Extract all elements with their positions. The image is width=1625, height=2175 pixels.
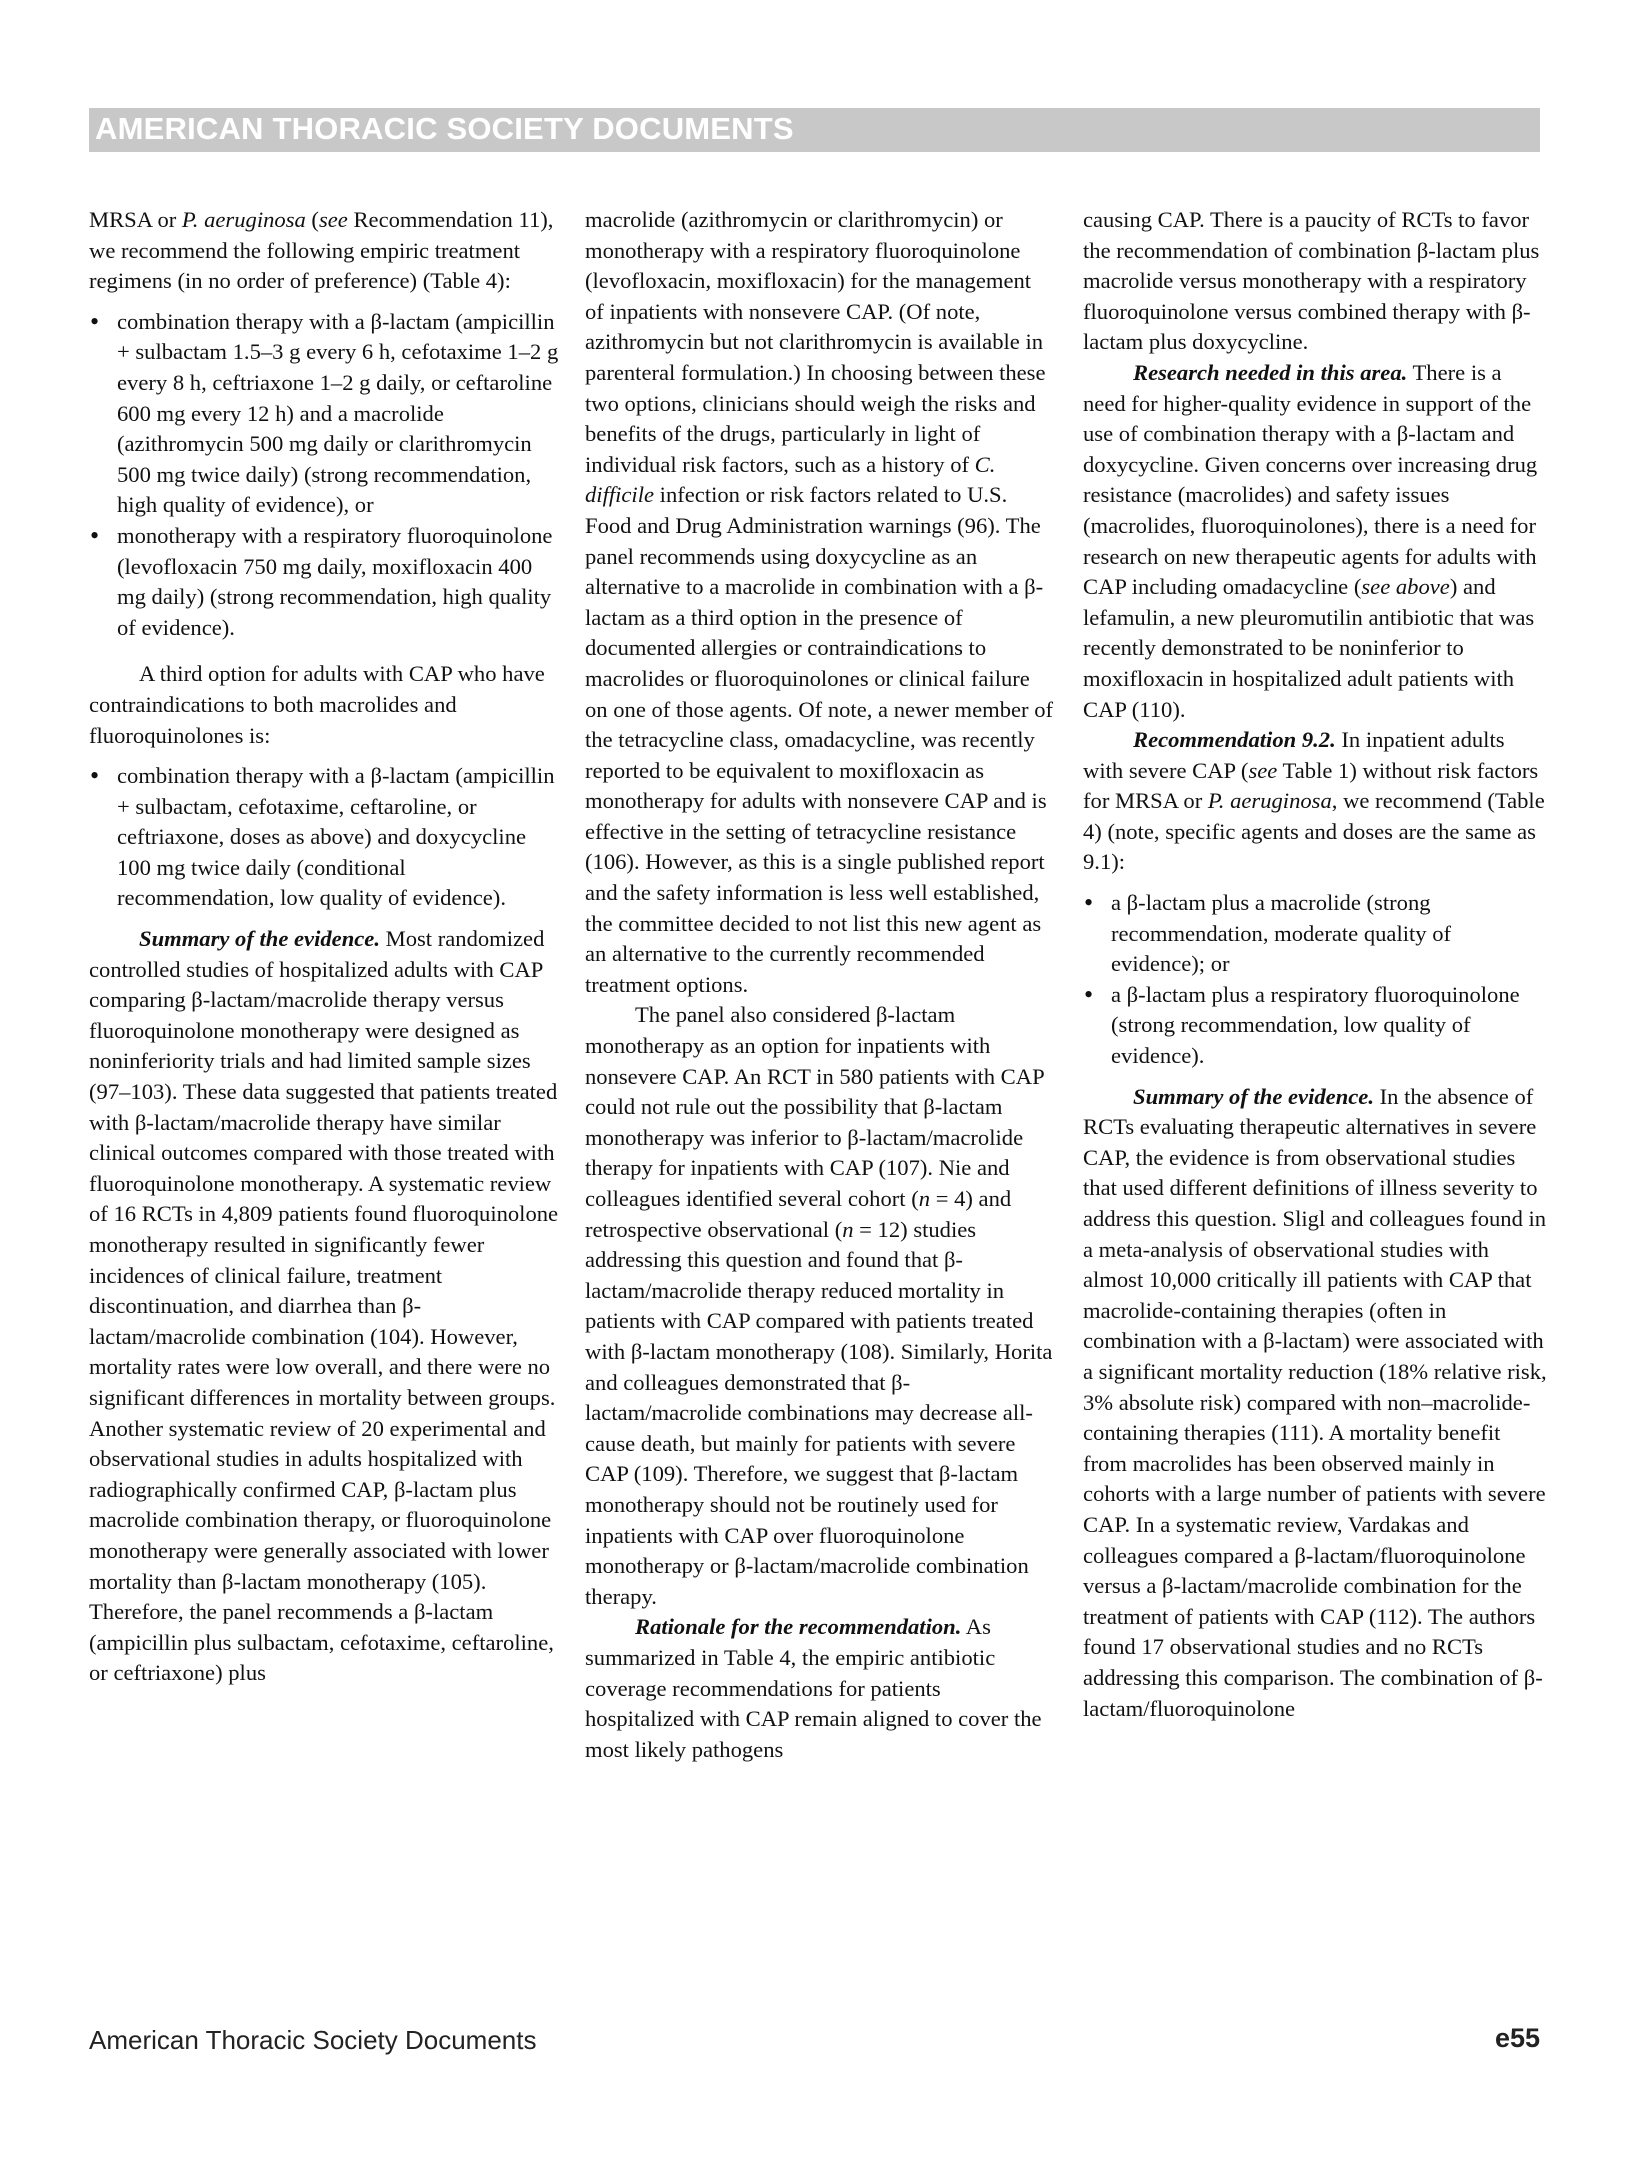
paragraph: MRSA or P. aeruginosa (see Recommendation 11), we recommend the following empiric treatment regimens (in no order of preference) (Table 4): xyxy=(89,207,554,294)
paragraph: The panel also considered β-lactam monotherapy as an option for inpatients with nonsevere CAP. An RCT in 580 patients with CAP could not rule out the possibility that β-lactam monotherapy was inferior to β-lactam/macrolide therapy for inpatients with CAP (107). Nie and colleagues identified several cohort (n = 4) and retrospective observational (n = 12) studies addressing this question and found that β-lactam/macrolide therapy reduced mortality in patients with CAP compared with patients treated with β-lactam monotherapy (108). Similarly, Horita and colleagues demonstrated that β-lactam/macrolide combinations may decrease all-cause death, but mainly for patients with severe CAP (109). Therefore, we suggest that β-lactam monotherapy should not be routinely used for inpatients with CAP over fluoroquinolone monotherapy or β-lactam/macrolide combination therapy. xyxy=(585,1002,1053,1609)
bullet-list xyxy=(89,307,559,644)
list-item: • combination therapy with a β-lactam (ampicillin + sulbactam 1.5–3 g every 6 h, cefotaxime 1–2 g every 8 h, ceftriaxone 1–2 g daily, or ceftaroline 600 mg every 12 h) and a macrolide (azithromycin 500 mg daily or clarithromycin 500 mg twice daily) (strong recommendation, high quality of evidence), or xyxy=(89,307,559,521)
paragraph: A third option for adults with CAP who have contraindications to both macrolides and fluoroquinolones is: xyxy=(89,661,545,748)
paragraph: Research needed in this area. There is a need for higher-quality evidence in support of the use of combination therapy with a β-lactam and doxycycline. Given concerns over increasing drug resistance (macrolides) and safety issues (macrolides, fluoroquinolones), there is a need for research on new therapeutic agents for adults with CAP including omadacycline (see above) and lefamulin, a new pleuromutilin antibiotic that was recently demonstrated to be noninferior to moxifloxacin in hospitalized adult patients with CAP (110). xyxy=(1083,359,1538,722)
paragraph: Summary of the evidence. Most randomized controlled studies of hospitalized adults with CAP comparing β-lactam/macrolide therapy versus fluoroquinolone monotherapy were designed as noninferiority trials and had limited sample sizes (97–103). These data suggested that patients treated with β-lactam/macrolide therapy have similar clinical outcomes compared with those treated with fluoroquinolone monotherapy. A systematic review of 16 RCTs in 4,809 patients found fluoroquinolone monotherapy resulted in significantly fewer incidences of clinical failure, treatment discontinuation, and diarrhea than β-lactam/macrolide combination (104). However, mortality rates were low overall, and there were no significant differences in mortality between groups. Another systematic review of 20 experimental and observational studies in adults hospitalized with radiographically confirmed CAP, β-lactam plus macrolide combination therapy, or fluoroquinolone monotherapy were generally associated with lower mortality than β-lactam monotherapy (105). Therefore, the panel recommends a β-lactam (ampicillin plus sulbactam, cefotaxime, ceftaroline, or ceftriaxone) plus xyxy=(89,926,559,1686)
list-item: • a β-lactam plus a macrolide (strong recommendation, moderate quality of evidence); or xyxy=(1083,888,1548,980)
list-item: • a β-lactam plus a respiratory fluoroquinolone (strong recommendation, low quality of evidence). xyxy=(1083,980,1548,1072)
column-1 xyxy=(89,205,559,1689)
paragraph: macrolide (azithromycin or clarithromycin) or monotherapy with a respiratory fluoroquinolone (levofloxacin, moxifloxacin) for the management of inpatients with nonsevere CAP. (Of note, azithromycin but not clarithromycin is available in parenteral formulation.) In choosing between these two options, clinicians should weigh the risks and benefits of the drugs, particularly in light of individual risk factors, such as a history of C. difficile infection or risk factors related to U.S. Food and Drug Administration warnings (96). The panel recommends using doxycycline as an alternative to a macrolide in combination with a β-lactam as a third option in the presence of documented allergies or contraindications to macrolides or fluoroquinolones or clinical failure on one of those agents. Of note, a newer member of the tetracycline class, omadacycline, was recently reported to be equivalent to moxifloxacin as monotherapy for adults with nonsevere CAP and is effective in the setting of tetracycline resistance (106). However, as this is a single published report and the safety information is less well established, the committee decided to not list this new agent as an alternative to the currently recommended treatment options. xyxy=(585,207,1054,997)
column-2 xyxy=(585,205,1055,1765)
banner-title: AMERICAN THORACIC SOCIETY DOCUMENTS xyxy=(95,111,794,146)
list-item: • monotherapy with a respiratory fluoroquinolone (levofloxacin 750 mg daily, moxifloxacin 400 mg daily) (strong recommendation, high quality of evidence). xyxy=(89,521,559,643)
list-item: • combination therapy with a β-lactam (ampicillin + sulbactam, cefotaxime, ceftaroline, or ceftriaxone, doses as above) and doxycycline 100 mg twice daily (conditional recommendation, low quality of evidence). xyxy=(89,761,559,914)
header-banner xyxy=(89,108,1540,152)
bullet-list xyxy=(89,761,559,914)
page-number: e55 xyxy=(1494,2023,1540,2053)
paragraph: Recommendation 9.2. In inpatient adults with severe CAP (see Table 1) without risk factors for MRSA or P. aeruginosa, we recommend (Table 4) (note, specific agents and doses are the same as 9.1): xyxy=(1083,727,1545,875)
bullet-list xyxy=(1083,888,1548,1072)
paragraph: Rationale for the recommendation. As summarized in Table 4, the empiric antibiotic coverage recommendations for patients hospitalized with CAP remain aligned to cover the most likely pathogens xyxy=(585,1614,1042,1762)
column-3 xyxy=(1083,205,1548,1724)
paragraph: Summary of the evidence. In the absence of RCTs evaluating therapeutic alternatives in severe CAP, the evidence is from observational studies that used different definitions of illness severity to address this question. Sligl and colleagues found in a meta-analysis of observational studies with almost 10,000 critically ill patients with CAP that macrolide-containing therapies (often in combination with a β-lactam) were associated with a significant mortality reduction (18% relative risk, 3% absolute risk) compared with non–macrolide-containing therapies (111). A mortality benefit from macrolides has been observed mainly in cohorts with a large number of patients with severe CAP. In a systematic review, Vardakas and colleagues compared a β-lactam/fluoroquinolone versus a β-lactam/macrolide combination for the treatment of patients with CAP (112). The authors found 17 observational studies and no RCTs addressing this comparison. The combination of β-lactam/fluoroquinolone xyxy=(1083,1083,1547,1721)
paragraph: causing CAP. There is a paucity of RCTs to favor the recommendation of combination β-lactam plus macrolide versus monotherapy with a respiratory fluoroquinolone versus combined therapy with β-lactam plus doxycycline. xyxy=(1083,207,1540,355)
footer-journal: American Thoracic Society Documents xyxy=(89,2025,537,2055)
